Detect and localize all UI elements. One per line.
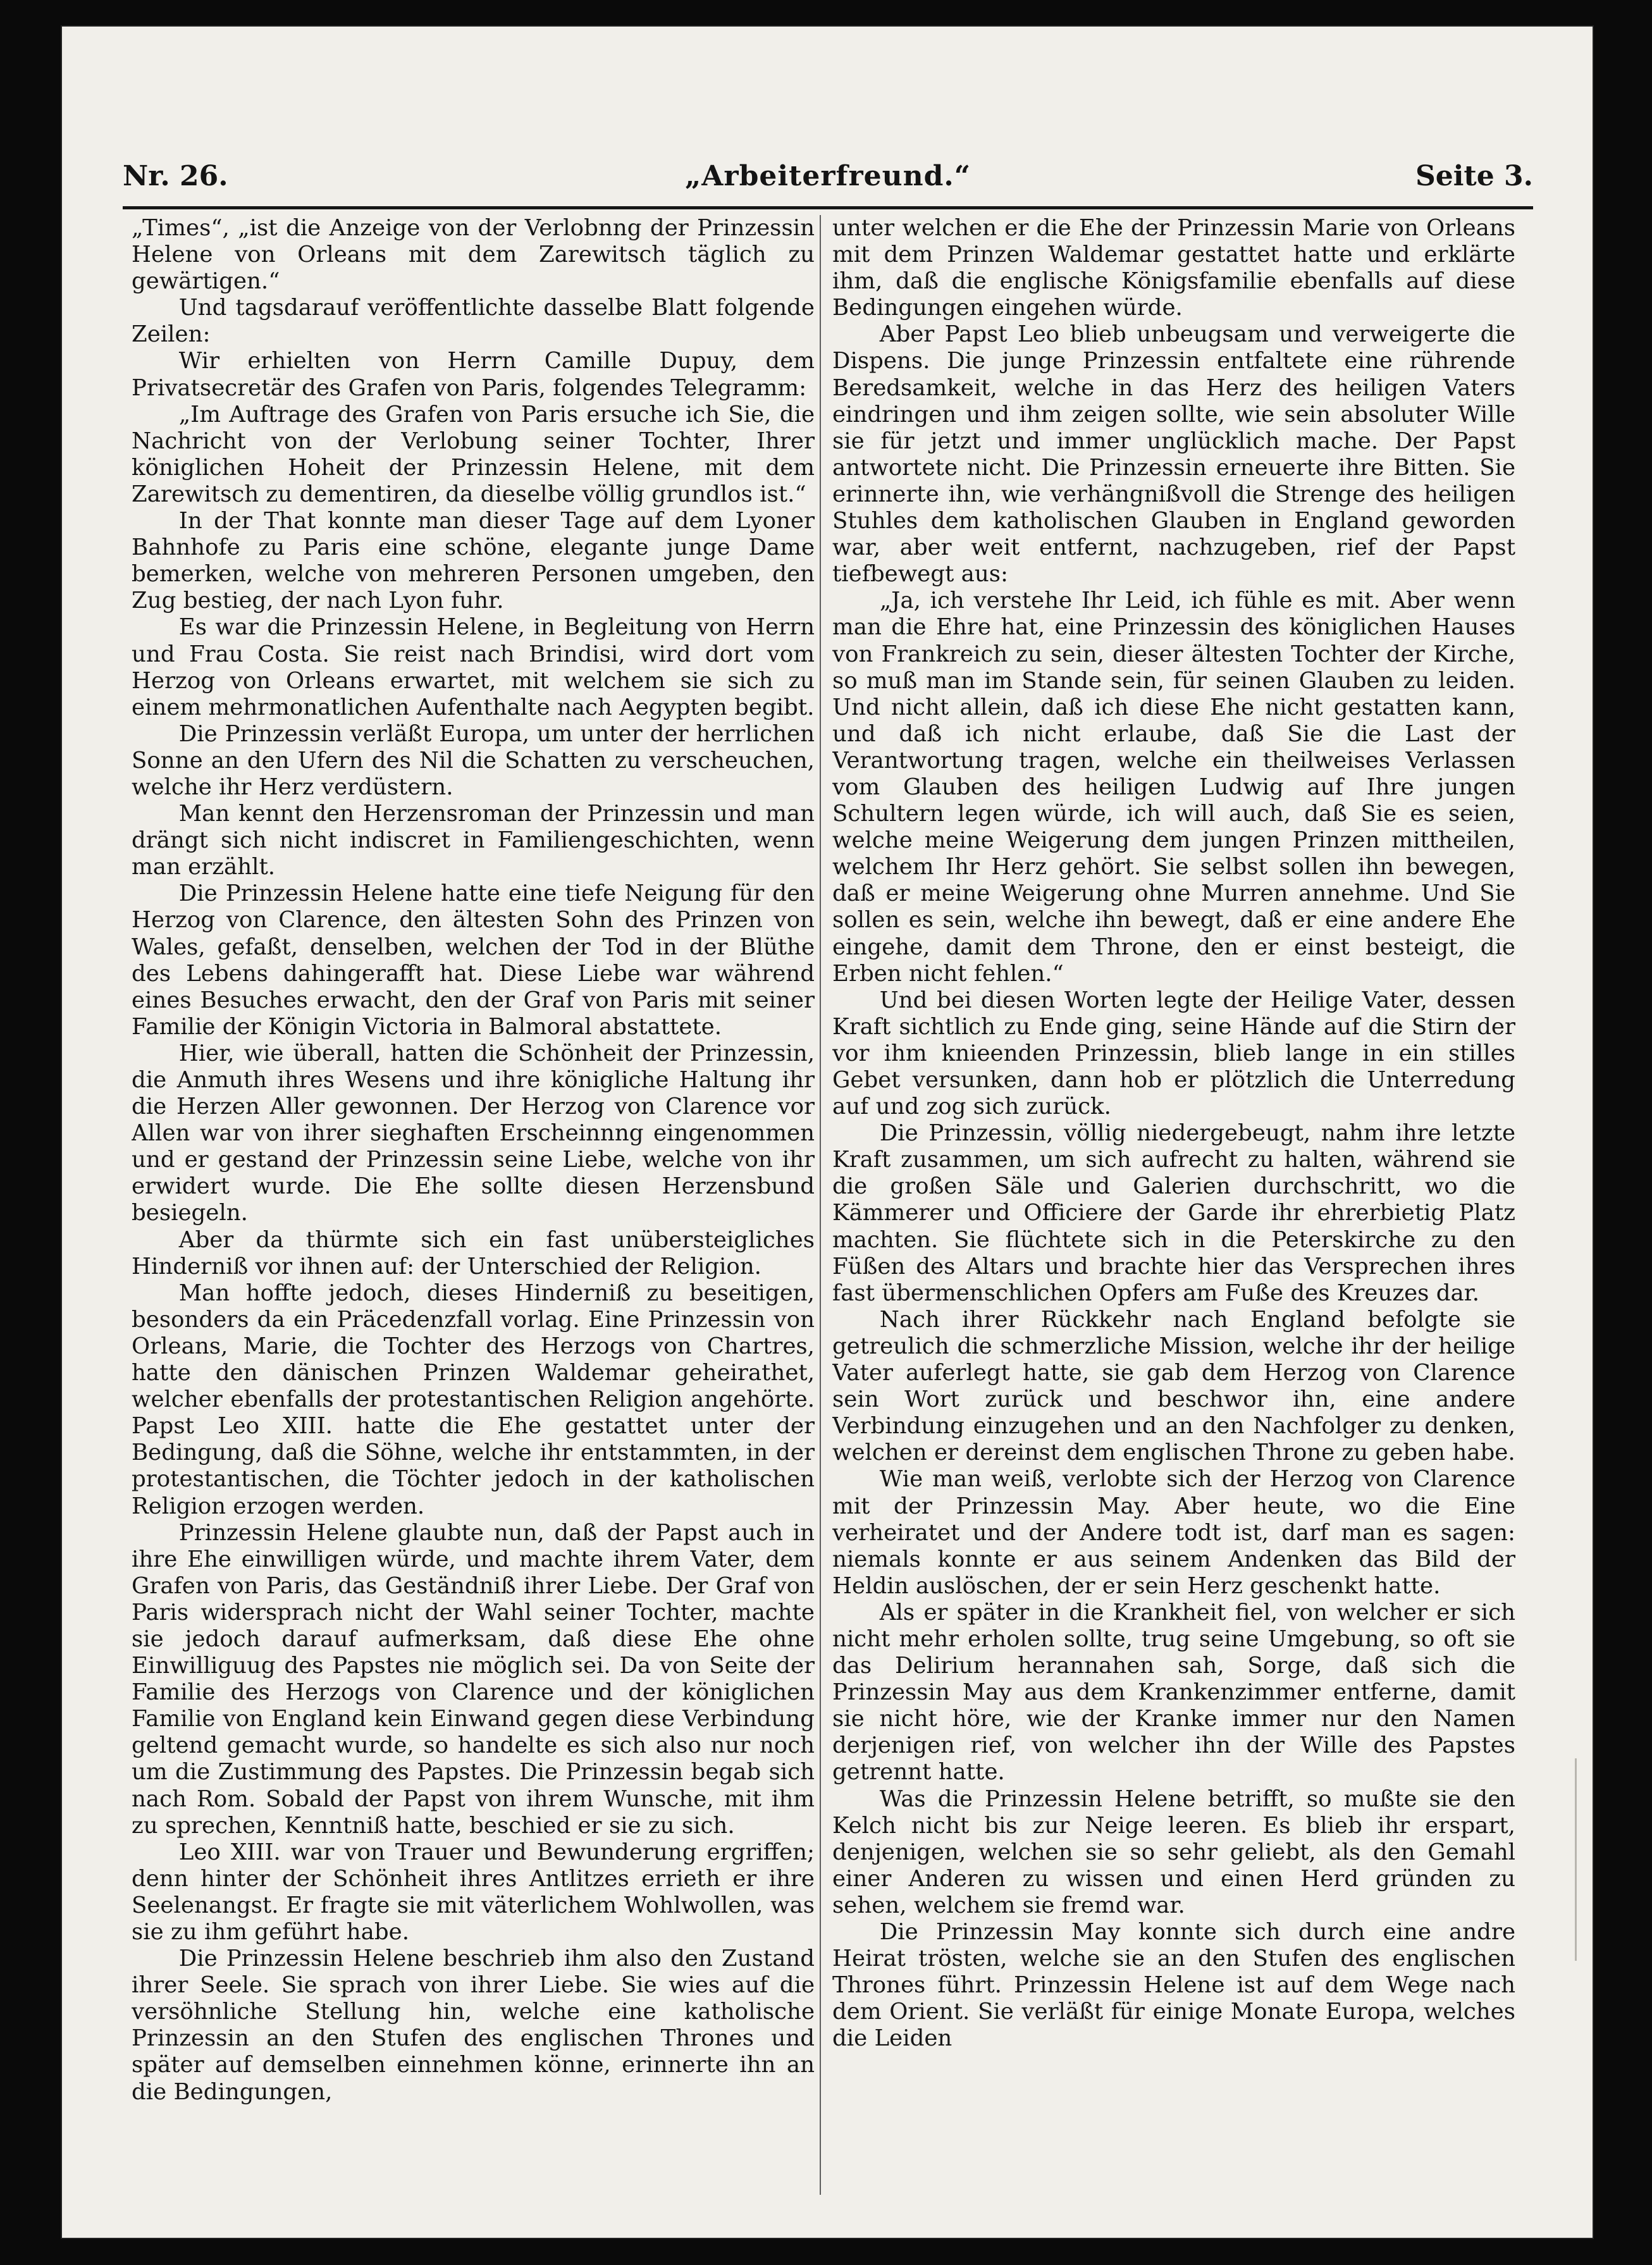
header-rule: [123, 206, 1533, 209]
paragraph: Wir erhielten von Herrn Camille Dupuy, dem Privatsecretär des Grafen von Paris, folgendes Telegramm:: [132, 348, 815, 401]
paragraph: Die Prinzessin, völlig niedergebeugt, nahm ihre letzte Kraft zusammen, um sich aufrecht zu halten, während sie die großen Säle und Galerien durchschritt, wo die Kämmerer und Officiere der Garde ihr ehrerbietig Platz machten. Sie flüchtete sich in die Peterskirche zu den Füßen des Altars und brachte hier das Versprechen ihres fast übermenschlichen Opfers am Fuße des Kreuzes dar.: [832, 1120, 1515, 1306]
paragraph: Hier, wie überall, hatten die Schönheit der Prinzessin, die Anmuth ihres Wesens und ihre königliche Haltung ihr die Herzen Aller gewonnen. Der Herzog von Clarence vor Allen war von ihrer sieghaften Erscheinnng eingenommen und er gestand der Prinzessin seine Liebe, welche von ihr erwidert wurde. Die Ehe sollte diesen Herzensbund besiegeln.: [132, 1040, 815, 1226]
page-header: [123, 137, 1533, 200]
paragraph: Die Prinzessin Helene hatte eine tiefe Neigung für den Herzog von Clarence, den ältesten Sohn des Prinzen von Wales, gefaßt, denselben, welchen der Tod in der Blüthe des Lebens dahingerafft hat. Diese Liebe war während eines Besuches erwacht, den der Graf von Paris mit seiner Familie der Königin Victoria in Balmoral abstattete.: [132, 880, 815, 1040]
paragraph: Und tagsdarauf veröffentlichte dasselbe Blatt folgende Zeilen:: [132, 295, 815, 348]
newspaper-title: „Arbeiterfreund.“: [684, 160, 971, 192]
paragraph: Die Prinzessin May konnte sich durch eine andre Heirat trösten, welche sie an den Stufen des englischen Thrones führt. Prinzessin Helene ist auf dem Wege nach dem Orient. Sie verläßt für einige Monate Europa, welches die Leiden: [832, 1919, 1515, 2052]
paragraph: Und bei diesen Worten legte der Heilige Vater, dessen Kraft sichtlich zu Ende ging, seine Hände auf die Stirn der vor ihm knieenden Prinzessin, blieb lange in ein stilles Gebet versunken, dann hob er plötzlich die Unterredung auf und zog sich zurück.: [832, 987, 1515, 1120]
paragraph: Prinzessin Helene glaubte nun, daß der Papst auch in ihre Ehe einwilligen würde, und machte ihrem Vater, dem Grafen von Paris, das Geständniß ihrer Liebe. Der Graf von Paris widersprach nicht der Wahl seiner Tochter, machte sie jedoch darauf aufmerksam, daß diese Ehe ohne Einwilliguug des Papstes nie möglich sei. Da von Seite der Familie des Herzogs von Clarence und der königlichen Familie von England kein Einwand gegen diese Verbindung geltend gemacht wurde, so handelte es sich also nur noch um die Zustimmung des Papstes. Die Prinzessin begab sich nach Rom. Sobald der Papst von ihrem Wunsche, mit ihm zu sprechen, Kenntniß hatte, beschied er sie zu sich.: [132, 1519, 815, 1839]
paragraph: unter welchen er die Ehe der Prinzessin Marie von Orleans mit dem Prinzen Waldemar gestattet hatte und erklärte ihm, daß die englische Königsfamilie ebenfalls auf diese Bedingungen eingehen würde.: [832, 215, 1515, 321]
page-number: Seite 3.: [1415, 160, 1533, 192]
right-column: [832, 215, 1515, 2195]
paragraph: In der That konnte man dieser Tage auf dem Lyoner Bahnhofe zu Paris eine schöne, elegante junge Dame bemerken, welche von mehreren Personen umgeben, den Zug bestieg, der nach Lyon fuhr.: [132, 508, 815, 614]
paragraph: Die Prinzessin Helene beschrieb ihm also den Zustand ihrer Seele. Sie sprach von ihrer Liebe. Sie wies auf die versöhnliche Stellung hin, welche eine katholische Prinzessin an den Stufen des englischen Thrones und später auf demselben einnehmen könne, erinnerte ihn an die Bedingungen,: [132, 1946, 815, 2105]
paragraph: Aber da thürmte sich ein fast unübersteigliches Hinderniß vor ihnen auf: der Unterschied der Religion.: [132, 1226, 815, 1280]
newspaper-page: [61, 25, 1594, 2239]
left-column: [132, 215, 815, 2195]
paragraph: Man hoffte jedoch, dieses Hinderniß zu beseitigen, besonders da ein Präcedenzfall vorlag. Eine Prinzessin von Orleans, Marie, die Tochter des Herzogs von Chartres, hatte den dänischen Prinzen Waldemar geheirathet, welcher ebenfalls der protestantischen Religion angehörte. Papst Leo XIII. hatte die Ehe gestattet unter der Bedingung, daß die Söhne, welche ihr entstammten, in der protestantischen, die Töchter jedoch in der katholischen Religion erzogen werden.: [132, 1280, 815, 1519]
paragraph: Aber Papst Leo blieb unbeugsam und verweigerte die Dispens. Die junge Prinzessin entfaltete eine rührende Beredsamkeit, welche in das Herz des heiligen Vaters eindringen und ihm zeigen sollte, wie sein absoluter Wille sie für jetzt und immer unglücklich mache. Der Papst antwortete nicht. Die Prinzessin erneuerte ihre Bitten. Sie erinnerte ihn, wie verhängnißvoll die Strenge des heiligen Stuhles dem katholischen Glauben in England geworden war, aber weit entfernt, nachzugeben, rief der Papst tiefbewegt aus:: [832, 321, 1515, 588]
paragraph: Als er später in die Krankheit fiel, von welcher er sich nicht mehr erholen sollte, trug seine Umgebung, so oft sie das Delirium herannahen sah, Sorge, daß sich die Prinzessin May aus dem Krankenzimmer entferne, damit sie nicht höre, wie der Kranke immer nur den Namen derjenigen rief, von welcher ihn der Wille des Papstes getrennt hatte.: [832, 1599, 1515, 1786]
paragraph: Nach ihrer Rückkehr nach England befolgte sie getreulich die schmerzliche Mission, welche ihr der heilige Vater auferlegt hatte, sie gab dem Herzog von Clarence sein Wort zurück und beschwor ihn, eine andere Verbindung einzugehen und an den Nachfolger zu denken, welchen er dereinst dem englischen Throne zu geben habe.: [832, 1306, 1515, 1466]
paragraph: Es war die Prinzessin Helene, in Begleitung von Herrn und Frau Costa. Sie reist nach Brindisi, wird dort vom Herzog von Orleans erwartet, mit welchem sie sich zu einem mehrmonatlichen Aufenthalte nach Aegypten begibt.: [132, 614, 815, 720]
paragraph: Die Prinzessin verläßt Europa, um unter der herrlichen Sonne an den Ufern des Nil die Schatten zu verscheuchen, welche ihr Herz verdüstern.: [132, 720, 815, 800]
paragraph: Was die Prinzessin Helene betrifft, so mußte sie den Kelch nicht bis zur Neige leeren. Es blieb ihr erspart, denjenigen, welchen sie so sehr geliebt, als den Gemahl einer Anderen zu wissen und einen Herd gründen zu sehen, welchem sie fremd war.: [832, 1786, 1515, 1918]
paragraph: „Im Auftrage des Grafen von Paris ersuche ich Sie, die Nachricht von der Verlobung seiner Tochter, Ihrer königlichen Hoheit der Prinzessin Helene, mit dem Zarewitsch zu dementiren, da dieselbe völlig grundlos ist.“: [132, 401, 815, 507]
issue-number: Nr. 26.: [123, 160, 228, 192]
column-divider: [820, 215, 821, 2195]
paragraph: „Ja, ich verstehe Ihr Leid, ich fühle es mit. Aber wenn man die Ehre hat, eine Prinzessin des königlichen Hauses von Frankreich zu sein, dieser ältesten Tochter der Kirche, so muß man im Stande sein, für seinen Glauben zu leiden. Und nicht allein, daß ich diese Ehe nicht gestatten kann, und daß ich nicht erlaube, daß Sie die Last der Verantwortung tragen, welche ein theilweises Verlassen vom Glauben des heiligen Ludwig auf Ihre jungen Schultern legen würde, ich will auch, daß Sie es seien, welche meine Weigerung dem jungen Prinzen mittheilen, welchem Ihr Herz gehört. Sie selbst sollen ihn bewegen, daß er meine Weigerung ohne Murren annehme. Und Sie sollen es sein, welche ihn bewegt, daß er eine andere Ehe eingehe, damit dem Throne, den er einst besteigt, die Erben nicht fehlen.“: [832, 588, 1515, 987]
paragraph: Wie man weiß, verlobte sich der Herzog von Clarence mit der Prinzessin May. Aber heute, wo die Eine verheiratet und der Andere todt ist, darf man es sagen: niemals konnte er aus seinem Andenken das Bild der Heldin auslöschen, der er sein Herz geschenkt hatte.: [832, 1466, 1515, 1599]
paragraph: Man kennt den Herzensroman der Prinzessin und man drängt sich nicht indiscret in Familiengeschichten, wenn man erzählt.: [132, 801, 815, 880]
bleed-through-mark: [1575, 1758, 1577, 1961]
paragraph: Leo XIII. war von Trauer und Bewunderung ergriffen; denn hinter der Schönheit ihres Antlitzes errieth er ihre Seelenangst. Er fragte sie mit väterlichem Wohlwollen, was sie zu ihm geführt habe.: [132, 1839, 815, 1945]
paragraph: „Times“, „ist die Anzeige von der Verlobnng der Prinzessin Helene von Orleans mit dem Zarewitsch täglich zu gewärtigen.“: [132, 215, 815, 295]
